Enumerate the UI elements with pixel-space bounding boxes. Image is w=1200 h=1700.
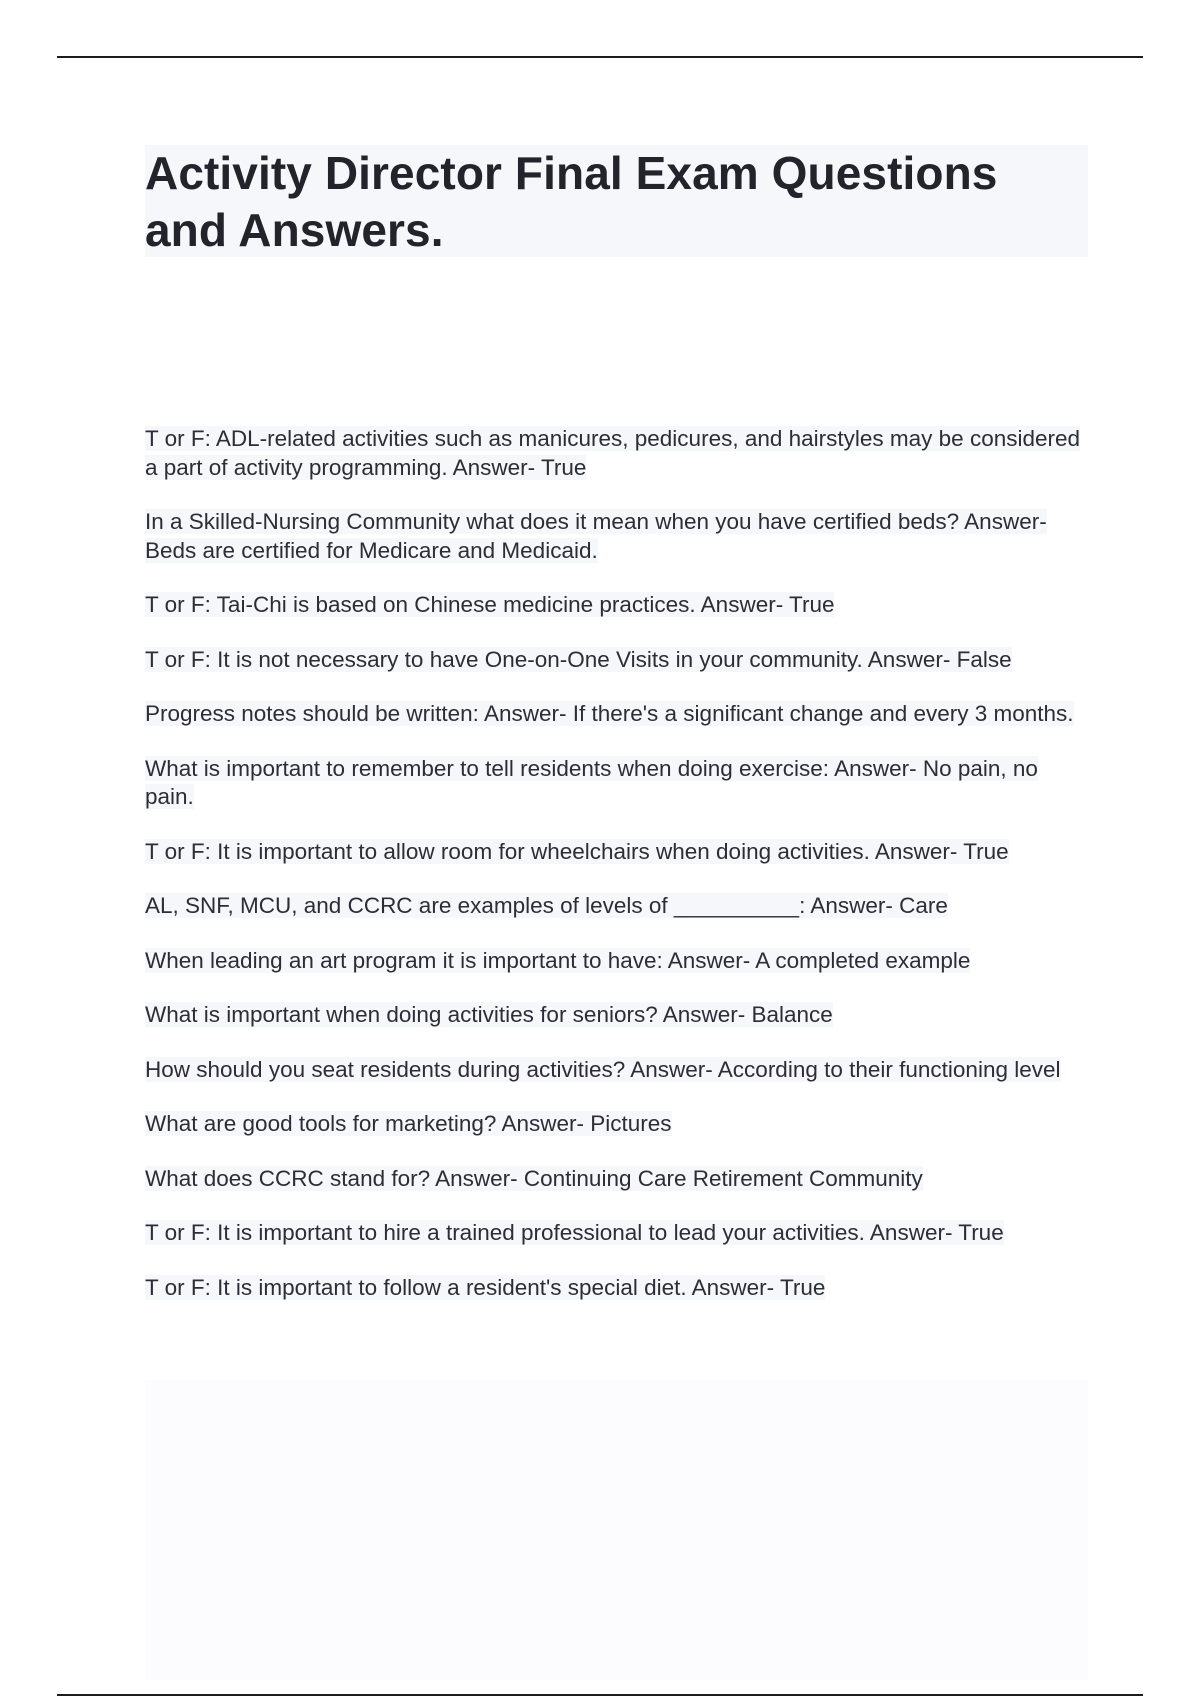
qa-text: T or F: It is important to follow a resident's special diet. Answer- True [145, 1274, 826, 1300]
qa-item [145, 508, 1090, 565]
title-block [145, 145, 1088, 257]
qa-item [145, 755, 1090, 812]
qa-item [145, 646, 1090, 675]
qa-item [145, 1110, 1090, 1139]
bottom-divider [57, 1694, 1143, 1696]
qa-text: What is important when doing activities for seniors? Answer- Balance [145, 1002, 833, 1027]
qa-item [145, 892, 1090, 921]
qa-text: How should you seat residents during activities? Answer- According to their functioning level [145, 1056, 1061, 1082]
qa-item [145, 1001, 1090, 1030]
qa-text: T or F: ADL-related activities such as manicures, pedicures, and hairstyles may be considered a part of activity programming. Answer- True [145, 426, 1081, 480]
qa-text: AL, SNF, MCU, and CCRC are examples of levels of __________: Answer- Care [145, 893, 948, 918]
qa-item [145, 1056, 1090, 1085]
qa-list [145, 425, 1090, 1328]
qa-item [145, 838, 1090, 867]
qa-text: T or F: Tai-Chi is based on Chinese medicine practices. Answer- True [145, 592, 835, 617]
qa-text: Progress notes should be written: Answer- If there's a significant change and every 3 months. [145, 701, 1074, 726]
qa-item [145, 1274, 1090, 1303]
qa-text: What is important to remember to tell residents when doing exercise: Answer- No pain, no pain. [145, 755, 1038, 809]
qa-text: T or F: It is important to hire a trained professional to lead your activities. Answer- True [145, 1220, 1004, 1245]
qa-text: In a Skilled-Nursing Community what does it mean when you have certified beds? Answer- Beds are certified for Medicare and Medicaid. [145, 509, 1047, 563]
qa-text: What are good tools for marketing? Answer- Pictures [145, 1111, 672, 1136]
page-background-shade [145, 1380, 1088, 1680]
qa-text: T or F: It is important to allow room for wheelchairs when doing activities. Answer- True [145, 838, 1009, 864]
qa-text: What does CCRC stand for? Answer- Continuing Care Retirement Community [145, 1165, 923, 1191]
qa-item [145, 1165, 1090, 1194]
qa-item [145, 591, 1090, 620]
qa-item [145, 700, 1090, 729]
qa-text: T or F: It is not necessary to have One-on-One Visits in your community. Answer- False [145, 646, 1012, 672]
top-divider [57, 56, 1143, 58]
qa-item [145, 1219, 1090, 1248]
qa-item [145, 425, 1090, 482]
page-title: Activity Director Final Exam Questions and Answers. [145, 147, 998, 256]
qa-text: When leading an art program it is important to have: Answer- A completed example [145, 947, 971, 973]
qa-item [145, 947, 1090, 976]
